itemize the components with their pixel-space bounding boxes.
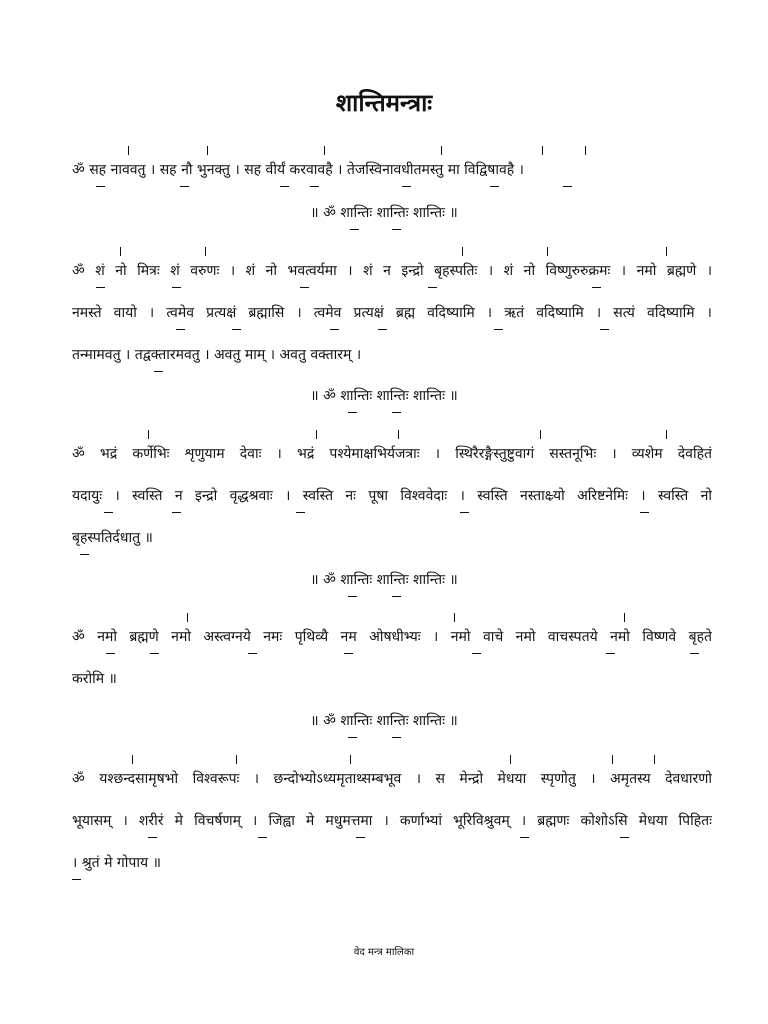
shanti-refrain: ॥ ॐ शान्तिः शान्तिः शान्तिः ॥ [310,205,458,221]
mantra-line: ॐ यश्छन्दसामृषभो विश्वरूपः । छन्दोभ्योऽध्यमृताथ्सम्बभूव । स मेन्द्रो मेधया स्पृणोतु । अमृतस्य देवधारणो [72,771,712,787]
anudatta-mark [180,186,189,187]
anudatta-mark [310,186,319,187]
udatta-mark [316,430,317,439]
udatta-mark [510,755,511,764]
anudatta-mark [392,737,401,738]
udatta-mark [324,146,325,155]
udatta-mark [441,146,442,155]
mantra-line: ॐ शं नो मित्रः शं वरुणः । शं नो भवत्वर्यमा । शं न इन्द्रो बृहस्पतिः । शं नो विष्णुरुरुक्रमः । नमो ब्रह्मणे । [72,263,712,279]
mantra-line: ॐ सह नाववतु । सह नौ भुनक्तु । सह वीर्यं करवावहै । तेजस्विनावधीतमस्तु मा विद्विषावहै । [72,162,524,178]
udatta-mark [132,755,133,764]
anudatta-mark [620,837,629,838]
shanti-refrain: ॥ ॐ शान्तिः शान्तिः शान्तिः ॥ [310,713,458,729]
anudatta-mark [392,596,401,597]
anudatta-mark [72,879,81,880]
anudatta-mark [80,554,89,555]
page-footer: वेद मन्त्र मालिका [353,947,415,958]
udatta-mark [187,613,188,622]
udatta-mark [547,247,548,256]
udatta-mark [666,247,667,256]
anudatta-mark [172,287,181,288]
udatta-mark [350,755,351,764]
anudatta-mark [172,512,181,513]
udatta-mark [612,755,613,764]
mantra-line: ॐ भद्रं कर्णेभिः शृणुयाम देवाः । भद्रं पश्येमाक्षभिर्यजत्राः । स्थिरैरङ्गैस्तुष्टुवागं सस्तनूभिः । व्यशेम देवहितं [72,446,712,462]
anudatta-mark [600,329,609,330]
anudatta-mark [606,653,615,654]
anudatta-mark [280,186,289,187]
anudatta-mark [690,653,699,654]
anudatta-mark [472,653,481,654]
anudatta-mark [348,412,357,413]
mantra-line: बृहस्पतिर्दधातु ॥ [72,530,153,546]
udatta-mark [666,430,667,439]
mantra-line: ॐ नमो ब्रह्मणे नमो अस्त्वग्नये नमः पृथिव्यै नम ओषधीभ्यः । नमो वाचे नमो वाचस्पतये नमो विष्णवे बृहते [72,629,712,645]
anudatta-mark [490,186,499,187]
anudatta-mark [104,512,113,513]
udatta-mark [398,430,399,439]
udatta-mark [624,613,625,622]
anudatta-mark [300,287,309,288]
anudatta-mark [378,329,387,330]
anudatta-mark [148,837,157,838]
udatta-mark [585,146,586,155]
anudatta-mark [348,596,357,597]
mantra-line: भूयासम् । शरीरं मे विचर्षणम् । जिह्वा मे मधुमत्तमा । कर्णाभ्यां भूरिविश्रुवम् । ब्रह्मणः कोशोऽसि मेधया पिहितः [72,813,712,829]
udatta-mark [120,247,121,256]
anudatta-mark [356,837,365,838]
anudatta-mark [640,512,649,513]
anudatta-mark [96,186,105,187]
anudatta-mark [296,512,305,513]
anudatta-mark [176,329,185,330]
udatta-mark [654,755,655,764]
anudatta-mark [106,653,115,654]
udatta-mark [236,755,237,764]
anudatta-mark [154,371,163,372]
udatta-mark [540,430,541,439]
mantra-line: करोमि ॥ [72,671,117,687]
anudatta-mark [96,287,105,288]
anudatta-mark [494,329,503,330]
page-title: शान्तिमन्त्राः [335,89,433,117]
udatta-mark [207,146,208,155]
anudatta-mark [150,653,159,654]
udatta-mark [205,247,206,256]
anudatta-mark [428,287,437,288]
udatta-mark [462,247,463,256]
udatta-mark [454,613,455,622]
shanti-refrain: ॥ ॐ शान्तिः शान्तिः शान्तिः ॥ [310,572,458,588]
udatta-mark [148,430,149,439]
anudatta-mark [348,737,357,738]
udatta-mark [128,146,129,155]
anudatta-mark [330,329,339,330]
anudatta-mark [592,287,601,288]
anudatta-mark [520,837,529,838]
anudatta-mark [350,229,359,230]
udatta-mark [542,146,543,155]
anudatta-mark [248,653,257,654]
mantra-line: तन्मामवतु । तद्वक्तारमवतु । अवतु माम् । अवतु वक्तारम् । [72,347,362,363]
mantra-line: यदायुः । स्वस्ति न इन्द्रो वृद्धश्रवाः । स्वस्ति नः पूषा विश्ववेदाः । स्वस्ति नस्ताक्ष्र्यो अरिष्टनेमिः । स्वस्ति नो [72,488,712,504]
anudatta-mark [344,653,353,654]
anudatta-mark [392,229,401,230]
anudatta-mark [392,412,401,413]
mantra-line: नमस्ते वायो । त्वमेव प्रत्यक्षं ब्रह्मासि । त्वमेव प्रत्यक्षं ब्रह्म वदिष्यामि । ऋतं वदिष्यामि । सत्यं वदिष्यामि । [72,305,712,321]
anudatta-mark [460,512,469,513]
anudatta-mark [402,186,411,187]
anudatta-mark [258,837,267,838]
anudatta-mark [232,329,241,330]
shanti-refrain: ॥ ॐ शान्तिः शान्तिः शान्तिः ॥ [310,388,458,404]
mantra-line: । श्रुतं मे गोपाय ॥ [72,855,161,871]
anudatta-mark [563,186,572,187]
